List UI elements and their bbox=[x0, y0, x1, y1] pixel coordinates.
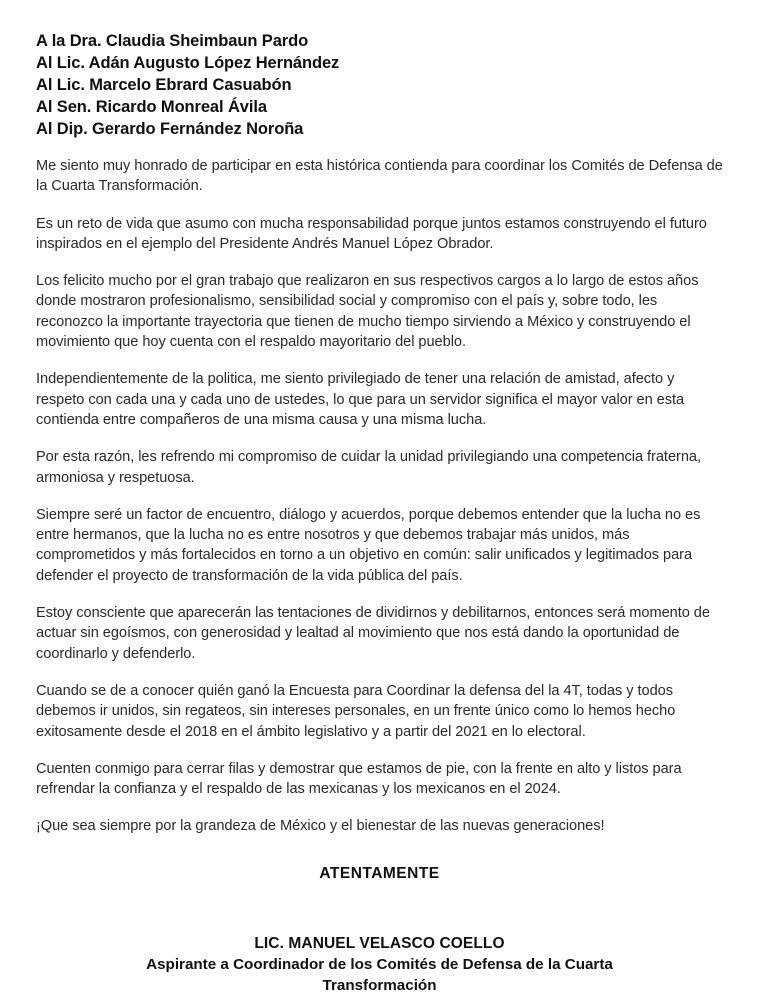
addressee-line: Al Sen. Ricardo Monreal Ávila bbox=[36, 98, 267, 116]
body-paragraph: Los felicito mucho por el gran trabajo que realizaron en sus respectivos cargos a lo largo de estos años donde mostraron profesionalismo, sensibilidad social y compromiso con el país y, sobre todo, les reconozco la importante trayectoria que tienen de mucho tiempo sirviendo a México y construyendo el movimiento que hoy cuenta con el respaldo mayoritario del pueblo. bbox=[36, 273, 699, 351]
body-paragraph: Estoy consciente que aparecerán las tentaciones de dividirnos y debilitarnos, entonces será momento de actuar sin egoísmos, con generosidad y lealtad al movimiento que nos está dando la oportunidad de coordinarlo y defenderlo. bbox=[36, 605, 710, 662]
letter-body bbox=[36, 156, 723, 837]
addressee-line: Al Dip. Gerardo Fernández Noroña bbox=[36, 120, 304, 138]
signature-block bbox=[36, 933, 723, 996]
addressee-block bbox=[36, 30, 723, 140]
addressee-line: Al Lic. Adán Augusto López Hernández bbox=[36, 54, 340, 72]
signature-name: LIC. MANUEL VELASCO COELLO bbox=[254, 934, 505, 952]
body-paragraph: Es un reto de vida que asumo con mucha responsabilidad porque juntos estamos construyendo el futuro inspirados en el ejemplo del Presidente Andrés Manuel López Obrador. bbox=[36, 215, 707, 252]
signature-role-line: Transformación bbox=[322, 976, 437, 994]
body-paragraph: Por esta razón, les refrendo mi compromiso de cuidar la unidad privilegiando una competencia fraterna, armoniosa y respetuosa. bbox=[36, 449, 701, 486]
body-paragraph: ¡Que sea siempre por la grandeza de México y el bienestar de las nuevas generaciones! bbox=[36, 818, 605, 835]
body-paragraph: Me siento muy honrado de participar en esta histórica contienda para coordinar los Comités de Defensa de la Cuarta Transformación. bbox=[36, 158, 723, 195]
body-paragraph: Independientemente de la politica, me siento privilegiado de tener una relación de amistad, afecto y respeto con cada una y cada uno de ustedes, lo que para un servidor significa el mayor valor en esta contienda entre compañeros de una misma causa y una misma lucha. bbox=[36, 371, 685, 428]
signature-role-line: Aspirante a Coordinador de los Comités de Defensa de la Cuarta bbox=[146, 955, 613, 973]
closing-salutation: ATENTAMENTE bbox=[319, 864, 440, 882]
addressee-line: Al Lic. Marcelo Ebrard Casuabón bbox=[36, 76, 292, 94]
addressee-line: A la Dra. Claudia Sheimbaun Pardo bbox=[36, 32, 309, 50]
closing-block bbox=[36, 865, 723, 883]
body-paragraph: Cuenten conmigo para cerrar filas y demostrar que estamos de pie, con la frente en alto y listos para refrendar la confianza y el respaldo de las mexicanas y los mexicanos en el 2024. bbox=[36, 760, 682, 798]
body-paragraph: Cuando se de a conocer quién ganó la Encuesta para Coordinar la defensa del la 4T, todas y todos debemos ir unidos, sin regateos, sin intereses personales, en un frente único como lo hemos hecho exitosamente desde el 2018 en el ámbito legislativo y a partir del 2021 en lo electoral. bbox=[36, 682, 676, 740]
body-paragraph: Siempre seré un factor de encuentro, diálogo y acuerdos, porque debemos entender que la lucha no es entre hermanos, que la lucha no es entre nosotros y que debemos trabajar más unidos, más comprometidos y más fortalecidos en torno a un objetivo en común: salir unificados y legitimados para defender el proyecto de transformación de la vida pública del país. bbox=[36, 506, 701, 584]
